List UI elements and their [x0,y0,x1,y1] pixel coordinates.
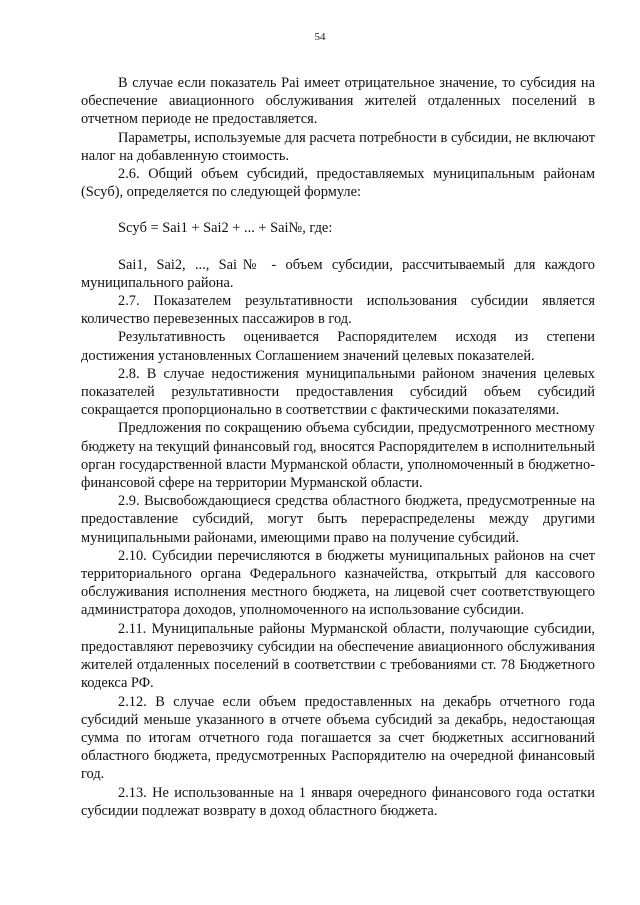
paragraph-reduction-proposals: Предложения по сокращению объема субсидии, предусмотренного местному бюджету на текущий финансовый год, вносятся Распорядителем в исполнительный орган государственной власти Мурманской области, уполномоченный в бюджетно-финансовой сфере на территории Мурманской области. [81,420,595,492]
paragraph-2-11: 2.11. Муниципальные районы Мурманской области, получающие субсидии, предоставляют перевозчику субсидии на обеспечение авиационного обслуживания жителей отдаленных поселений в соответствии с требованиями ст. 78 Бюджетного кодекса РФ. [81,620,595,692]
paragraph-2-12: 2.12. В случае если объем предоставленных на декабрь отчетного года субсидий меньше указанного в отчете объема субсидий за декабрь, недостающая сумма по итогам отчетного года погашается за счет бюджетных ассигнований областного бюджета, предусмотренных Распорядителю на очередной финансовый год. [81,693,595,783]
paragraph-2-7: 2.7. Показателем результативности использования субсидии является количество перевезенных пассажиров в год. [81,293,595,328]
paragraph-2-8: 2.8. В случае недостижения муниципальными районом значения целевых показателей результативности предоставления субсидий объем субсидий сокращается пропорционально в соответствии с фактическими показателями. [81,365,595,419]
page-number: 54 [314,31,326,43]
paragraph-vat-exclusion: Параметры, используемые для расчета потребности в субсидии, не включают налог на добавленную стоимость. [81,129,595,164]
paragraph-negative-indicator: В случае если показатель Раi имеет отрицательное значение, то субсидия на обеспечение авиационного обслуживания жителей отдаленных поселений в отчетном периоде не предоставляется. [81,75,595,128]
paragraph-2-13: 2.13. Не использованные на 1 января очередного финансового года остатки субсидии подлежат возврату в доход областного бюджета. [81,784,595,819]
paragraph-formula-legend: Sai1, Sai2, ..., Sai№ - объем субсидии, рассчитываемый для каждого муниципального района. [81,256,595,291]
paragraph-2-10: 2.10. Субсидии перечисляются в бюджеты муниципальных районов на счет территориального органа Федерального казначейства, открытый для кассового обслуживания исполнения местного бюджета, на лицевой счет соответствующего администратора доходов, уполномоченного на использование субсидии. [81,547,595,619]
paragraph-effectiveness: Результативность оценивается Распорядителем исходя из степени достижения установленных Соглашением значений целевых показателей. [81,329,595,364]
formula-total-subsidy: Scyб = Sai1 + Sai2 + ... + Sai№, где: [118,220,333,237]
paragraph-2-6: 2.6. Общий объем субсидий, предоставляемых муниципальным районам (Scyб), определяется по следующей формуле: [81,166,595,201]
paragraph-2-9: 2.9. Высвобождающиеся средства областного бюджета, предусмотренные на предоставление субсидий, могут быть перераспределены между другими муниципальными районами, имеющими право на получение субсидий. [81,493,595,546]
document-body [81,74,595,820]
